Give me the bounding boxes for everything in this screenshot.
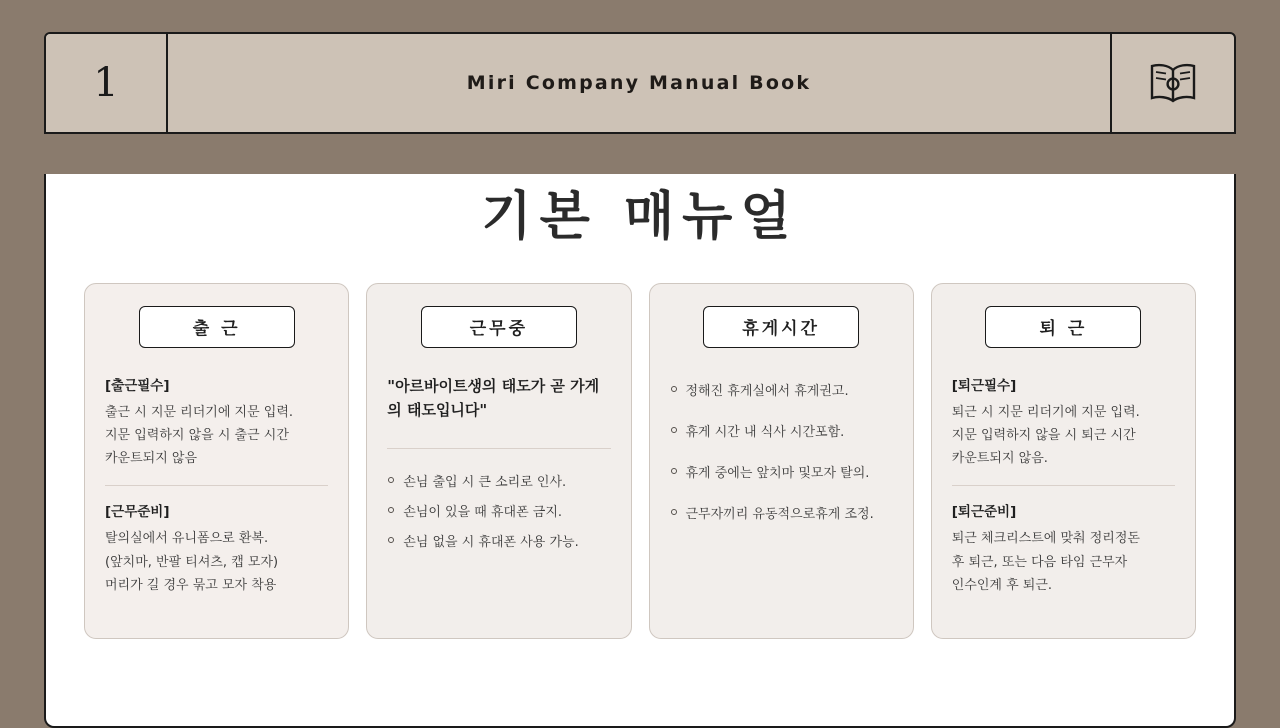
card-body — [105, 374, 328, 597]
slide-header — [44, 32, 1236, 134]
section-line: 머리가 길 경우 묶고 모자 착용 — [105, 577, 277, 593]
section-line: 후 퇴근, 또는 다음 타임 근무자 — [951, 554, 1128, 570]
page-number: 1 — [93, 60, 119, 106]
list-item: 근무자끼리 유동적으로휴게 조정. — [670, 503, 893, 522]
manual-title: Miri Company Manual Book — [466, 72, 812, 94]
section-line: 카운트되지 않음 — [105, 451, 198, 467]
card-badge: 퇴 근 — [985, 306, 1141, 348]
card-body — [670, 380, 893, 522]
card-list — [46, 283, 1234, 639]
section-line: 카운트되지 않음. — [951, 451, 1048, 467]
section-line: 출근 시 지문 리더기에 지문 입력. — [105, 405, 294, 420]
card-body — [952, 374, 1175, 597]
section-heading: [퇴근필수] — [951, 378, 1017, 394]
section-lines — [105, 401, 328, 470]
section-heading: [근무준비] — [105, 504, 170, 521]
card-working — [366, 283, 631, 639]
list-item: 손님이 있을 때 휴대폰 금지. — [387, 501, 610, 520]
section-lines — [952, 401, 1175, 470]
list-item: 휴게 중에는 앞치마 및모자 탈의. — [670, 462, 893, 481]
divider — [387, 448, 610, 449]
bullet-list — [387, 471, 610, 550]
list-item: 손님 없을 시 휴대폰 사용 가능. — [387, 531, 610, 550]
section-lines — [105, 527, 328, 596]
slide-body — [44, 174, 1236, 728]
card-body — [387, 374, 610, 550]
open-book-icon — [1112, 34, 1234, 132]
card-badge: 휴게시간 — [703, 306, 859, 348]
section-lines — [952, 527, 1175, 596]
card-checkin — [84, 283, 349, 639]
page-title: 기본 매뉴얼 — [481, 187, 799, 247]
section-line: 지문 입력하지 않을 시 퇴근 시간 — [951, 428, 1136, 444]
page-number-box — [46, 34, 168, 132]
card-badge: 출 근 — [139, 306, 295, 348]
slide — [44, 32, 1236, 688]
card-checkout — [931, 283, 1196, 639]
list-item: 휴게 시간 내 식사 시간포함. — [670, 421, 893, 440]
section-heading: [출근필수] — [105, 378, 170, 394]
section-line: (앞치마, 반팔 티셔츠, 캡 모자) — [105, 554, 279, 570]
card-badge: 근무중 — [421, 306, 577, 348]
section-line: 퇴근 체크리스트에 맞춰 정리정돈 — [951, 531, 1140, 547]
divider — [105, 485, 328, 486]
header-title-box — [168, 34, 1112, 132]
section-heading: [퇴근준비] — [951, 504, 1017, 521]
section-line: 퇴근 시 지문 리더기에 지문 입력. — [951, 405, 1140, 420]
list-item: 손님 출입 시 큰 소리로 인사. — [387, 471, 610, 490]
section-line: 지문 입력하지 않을 시 출근 시간 — [105, 428, 289, 444]
card-break — [649, 283, 914, 639]
card-quote: "아르바이트생의 태도가 곧 가게의 태도입니다" — [387, 377, 600, 419]
section-line: 탈의실에서 유니폼으로 환복. — [105, 531, 269, 547]
list-item: 정해진 휴게실에서 휴게권고. — [670, 380, 893, 399]
section-line: 인수인계 후 퇴근. — [951, 577, 1053, 593]
bullet-list — [670, 380, 893, 522]
divider — [952, 485, 1175, 486]
